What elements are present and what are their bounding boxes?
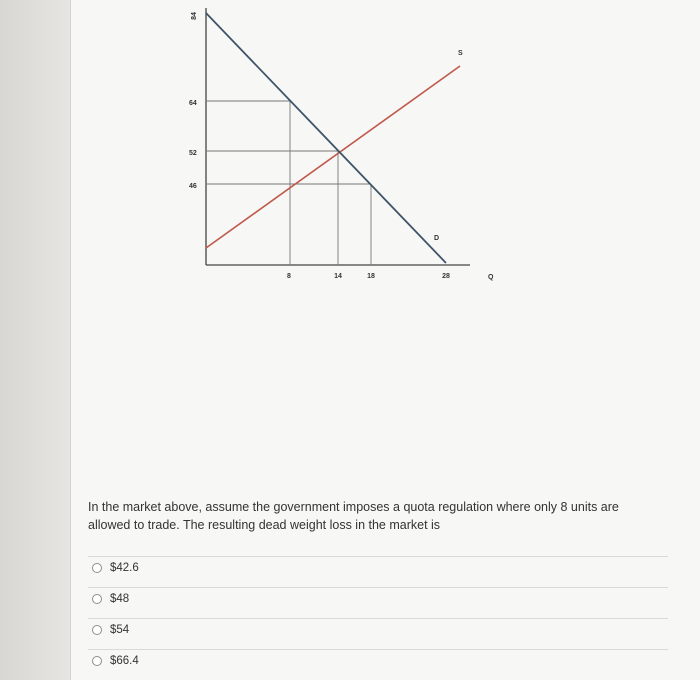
option-label: $66.4 xyxy=(110,655,139,667)
x-tick-28: 28 xyxy=(442,273,450,280)
option-66-4[interactable] xyxy=(92,651,139,671)
guide-lines xyxy=(206,101,371,265)
y-tick-52: 52 xyxy=(189,150,197,157)
radio-button[interactable] xyxy=(92,656,102,666)
radio-button[interactable] xyxy=(92,594,102,604)
option-54[interactable] xyxy=(92,620,129,640)
option-divider xyxy=(88,556,668,557)
radio-button[interactable] xyxy=(92,563,102,573)
option-divider xyxy=(88,649,668,650)
x-axis-label: Q xyxy=(488,274,494,281)
y-tick-46: 46 xyxy=(189,183,197,190)
y-tick-84: 84 xyxy=(191,12,198,20)
question-text: In the market above, assume the government imposes a quota regulation where only 8 units are allowed to trade. The resulting dead weight loss in the market is xyxy=(88,500,619,532)
x-tick-14: 14 xyxy=(334,273,342,280)
y-tick-64: 64 xyxy=(189,100,197,107)
option-label: $48 xyxy=(110,593,130,605)
option-48[interactable] xyxy=(92,589,129,609)
x-tick-18: 18 xyxy=(367,273,375,280)
demand-line xyxy=(206,13,446,263)
x-tick-8: 8 xyxy=(287,273,291,280)
supply-line xyxy=(206,66,460,248)
option-label: $42.6 xyxy=(110,562,139,574)
option-divider xyxy=(88,587,668,588)
option-42-6[interactable] xyxy=(92,558,139,578)
radio-button[interactable] xyxy=(92,625,102,635)
option-divider xyxy=(88,618,668,619)
demand-label: D xyxy=(434,235,440,242)
supply-label: S xyxy=(458,50,463,57)
option-label: $54 xyxy=(110,624,130,636)
